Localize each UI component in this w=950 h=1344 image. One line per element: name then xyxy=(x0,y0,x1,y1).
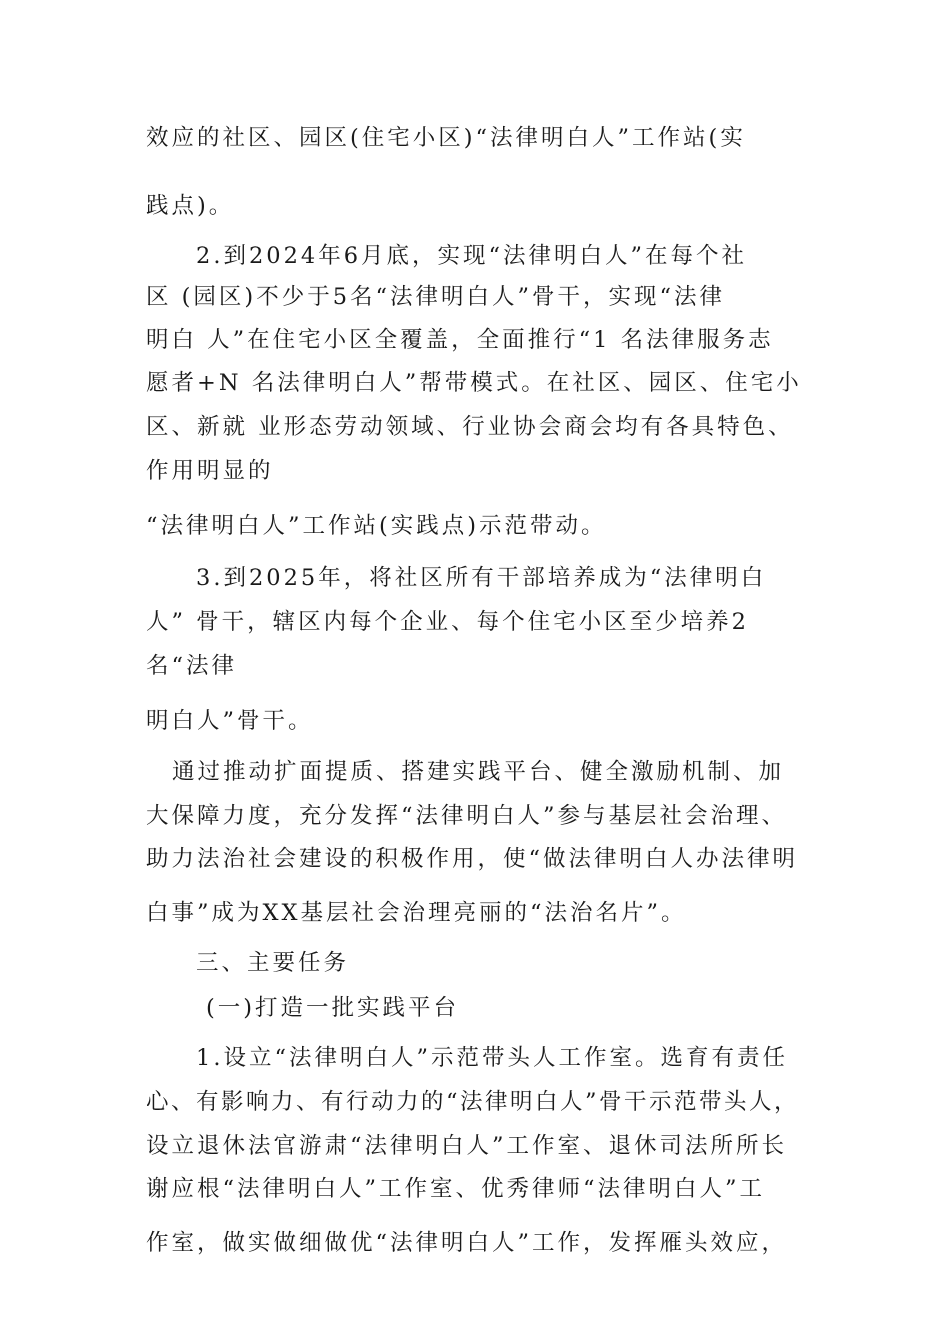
text-line: 区、新就 业形态劳动领域、行业协会商会均有各具特色、 xyxy=(146,414,794,440)
text-line: 作用明显的 xyxy=(146,458,274,484)
text-line: 践点)。 xyxy=(146,193,235,219)
section-heading: 三、主要任务 xyxy=(196,950,350,976)
text-line: 心、有影响力、有行动力的“法律明白人”骨干示范带头人， xyxy=(146,1089,800,1115)
text-line: 明白人”骨干。 xyxy=(146,708,314,734)
text-line: 大保障力度，充分发挥“法律明白人”参与基层社会治理、 xyxy=(146,803,788,829)
text-line: 效应的社区、园区(住宅小区)“法律明白人”工作站(实 xyxy=(146,125,746,151)
text-line: 愿者+N 名法律明白人”帮带模式。在社区、园区、住宅小 xyxy=(146,370,802,396)
text-line: 3.到2025年，将社区所有干部培养成为“法律明白 xyxy=(196,565,767,591)
text-line: 作室，做实做细做优“法律明白人”工作，发挥雁头效应， xyxy=(146,1230,788,1256)
text-line: 白事”成为XX基层社会治理亮丽的“法治名片”。 xyxy=(146,900,687,926)
text-line: 设立退休法官游肃“法律明白人”工作室、退休司法所所长 xyxy=(146,1133,788,1159)
text-line: 通过推动扩面提质、搭建实践平台、健全激励机制、加 xyxy=(172,759,785,785)
subsection-heading: (一)打造一批实践平台 xyxy=(206,995,460,1021)
text-line: 明白 人”在住宅小区全覆盖，全面推行“1 名法律服务志 xyxy=(146,327,774,353)
text-line: 2.到2024年6月底，实现“法律明白人”在每个社 xyxy=(196,243,748,269)
text-line: 名“法律 xyxy=(146,653,238,679)
text-line: “法律明白人”工作站(实践点)示范带动。 xyxy=(146,513,607,539)
text-line: 助力法治社会建设的积极作用，使“做法律明白人办法律明 xyxy=(146,846,799,872)
text-line: 1.设立“法律明白人”示范带头人工作室。选育有责任 xyxy=(196,1045,788,1071)
text-line: 人” 骨干，辖区内每个企业、每个住宅小区至少培养2 xyxy=(146,609,749,635)
text-line: 区 (园区)不少于5名“法律明白人”骨干，实现“法律 xyxy=(146,284,726,310)
text-line: 谢应根“法律明白人”工作室、优秀律师“法律明白人”工 xyxy=(146,1176,766,1202)
